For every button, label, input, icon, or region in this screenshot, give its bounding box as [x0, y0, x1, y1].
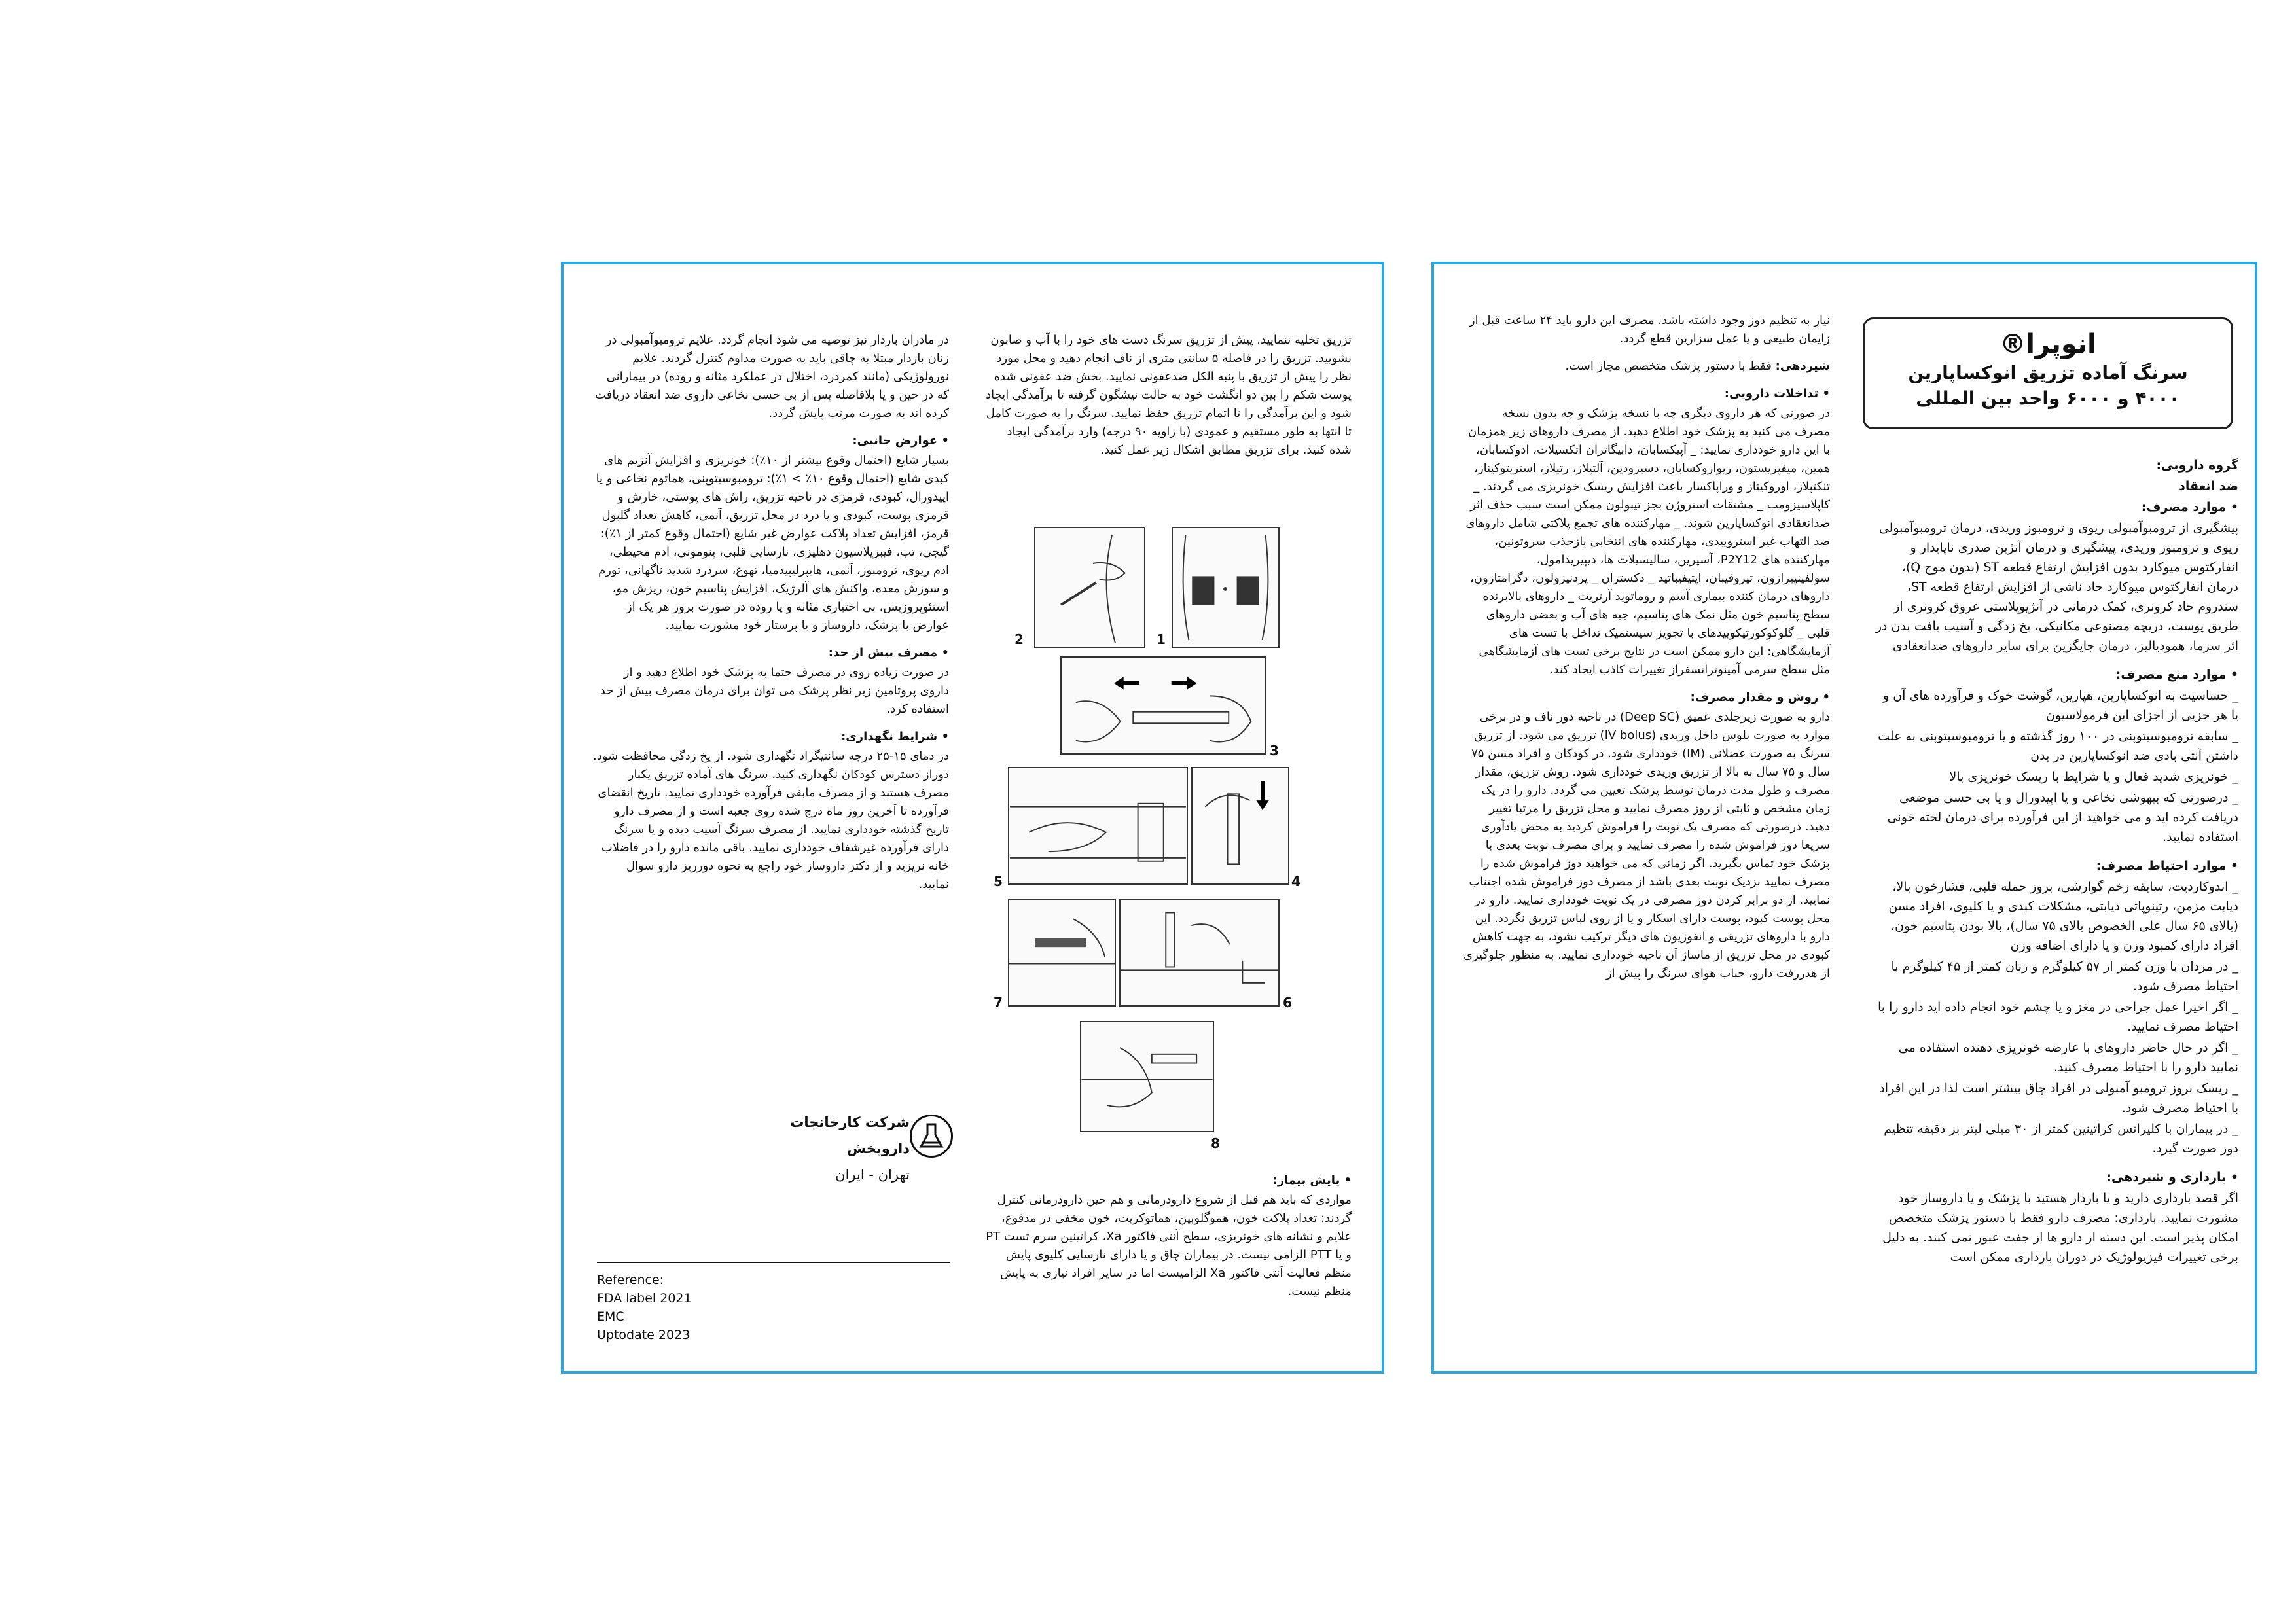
- figure-number: 4: [1291, 874, 1300, 889]
- product-title: انوپرا®: [2000, 329, 2096, 359]
- figure-2: [1034, 527, 1145, 648]
- reference-line: Uptodate 2023: [597, 1328, 691, 1342]
- drug-group-label: گروه دارویی:: [2156, 458, 2238, 473]
- figure-number: 5: [994, 874, 1003, 889]
- column-1: [1872, 455, 2238, 1268]
- monitoring-heading: • پایش بیمار:: [985, 1171, 1352, 1190]
- indications-text: پیشگیری از ترومبوآمبولی ریوی و ترومبوز وریدی، درمان ترومبوآمبولی ریوی و ترومبوز وریدی، پیشگیری و درمان آنژین صدری ناپایدار و انفارکتوس میوکارد بدون افزایش ارتفاع قطعه ST (بدون موج Q)، درمان انفارکتوس میوکارد حاد ناشی از افزایش ارتفاع قطعه ST، سندروم حاد کرونری، کمک درمانی در آنژیوپلاستی عروق کرونری از طریق پوست، دریچه مصنوعی مکانیکی، یخ زدگی و آسیب بافت بدن در اثر سرما، همودیالیز، درمان جایگزین برای سایر داروهای ضدانعقادی: [1875, 521, 2238, 653]
- company-location: تهران - ایران: [835, 1167, 910, 1183]
- contraindication-item: _ حساسیت به انوکساپارین، هپارین، گوشت خوک و فرآورده های آن و یا هر جزیی از اجزای این فرمولاسیون: [1883, 688, 2238, 722]
- caution-item: _ ریسک بروز ترومبو آمبولی در افراد چاق بیشتر است لذا در این افراد با احتیاط مصرف شود.: [1879, 1081, 2238, 1115]
- route-heading: • روش و مقدار مصرف:: [1463, 688, 1830, 707]
- figure-7: [1008, 899, 1116, 1007]
- indications-heading: • موارد مصرف:: [1872, 497, 2238, 517]
- lactation-label: شیردهی:: [1775, 359, 1830, 373]
- pregnancy-heading: • بارداری و شیردهی:: [1872, 1168, 2238, 1187]
- column-2: [1463, 312, 1830, 984]
- interactions-heading: • تداخلات دارویی:: [1463, 385, 1830, 403]
- product-title-box: [1863, 317, 2233, 429]
- storage-text: در دمای ۱۵-۲۵ درجه سانتیگراد نگهداری شود. از یخ زدگی محافظت شود. دوراز دسترس کودکان نگهداری کنید. سرنگ های آماده تزریق یکبار مصرف هستند و از مصرف مابقی فرآورده خودداری نمایید. تاریخ انقضای فرآورده تا آخرین روز ماه درج شده روی جعبه است و از مصرف دارو تاریخ گذشته خودداری نمایید. از مصرف سرنگ آسیب دیده و یا سرنگ دارای فرآورده غیرشفاف خودداری نمایید. باقی مانده دارو را در فاضلاب خانه نریزید و از دکتر داروساز خود راجع به نحوه دورریز دارو سوال نمایید.: [593, 749, 949, 891]
- product-subtitle: سرنگ آماده تزریق انوکساپارین: [1908, 362, 2188, 383]
- reference-line: FDA label 2021: [597, 1291, 692, 1306]
- lactation-text: فقط با دستور پزشک متخصص مجاز است.: [1565, 359, 1772, 373]
- figure-6: [1119, 899, 1280, 1007]
- company-info: [726, 1109, 910, 1188]
- injection-instructions-text: تزریق تخلیه ننمایید. پیش از تزریق سرنگ دست های خود را با آب و صابون بشویید. تزریق را در فاصله ۵ سانتی متری از ناف انجام دهید و محل مورد نظر را پیش از تزریق با پنبه الکل ضدعفونی نمایید. بخش ضد عفونی شده پوست شکم را بین دو انگشت خود به حالت نیشگون گرفته تا برآمدگی ایجاد شود و این برآمدگی را تا اتمام تزریق حفظ نمایید. سرنگ را به صورت کامل تا انتها به طور مستقیم و عمودی (با زاویه ۹۰ درجه) وارد برآمدگی ایجاد شده کنید. برای تزریق مطابق اشکال زیر عمل کنید.: [986, 333, 1352, 457]
- figure-number: 7: [994, 995, 1003, 1010]
- contraindication-item: _ خونریزی شدید فعال و یا شرایط با ریسک خونریزی بالا: [1949, 770, 2238, 784]
- product-dosage: ۴۰۰۰ و ۶۰۰۰ واحد بین المللی: [1916, 387, 2180, 409]
- contraindication-item: _ درصورتی که بیهوشی نخاعی و یا اپیدورال و یا بی حسی موضعی دریافت کرده اید و می خواهید از این فرآورده برای درمان لخته خونی استفاده نمایید.: [1887, 791, 2238, 844]
- caution-item: _ اندوکاردیت، سابقه زخم گوارشی، بروز حمله قلبی، فشارخون بالا، دیابت مزمن، رتینوپاتی دیابتی، مشکلات کبدی و یا کلیوی، افراد مسن (بالای ۶۵ سال علی الخصوص بالای ۷۵ سال)، بالا بودن پتاسیم خون، افراد دارای کمبود وزن و یا دارای اضافه وزن: [1888, 880, 2238, 953]
- reference-line: Reference:: [597, 1273, 664, 1287]
- figure-5: [1008, 767, 1188, 885]
- figure-number: 2: [1014, 632, 1024, 647]
- figure-4: [1191, 767, 1289, 885]
- figure-number: 8: [1211, 1135, 1220, 1151]
- company-logo-icon: [910, 1115, 953, 1158]
- caution-item: _ اگر در حال حاضر داروهای با عارضه خونریزی دهنده استفاده می نمایید دارو را با احتیاط مصرف کنید.: [1898, 1041, 2238, 1075]
- side-effects-text: بسیار شایع (احتمال وقوع بیشتر از ۱۰٪): خونریزی و افزایش آنزیم های کبدی شایع (احتمال وقوع ۱۰٪ > ۱٪): ترومبوسیتوپنی، هماتوم نخاعی و یا اپیدورال، کبودی، قرمزی در ناحیه تزریق، راش های پوستی، خارش و قرمزی پوست، کبودی و یا درد در محل تزریق، آنمی، کاهش تعداد گلبول قرمز، افزایش تعداد پلاکت عوارض غیر شایع (احتمال وقوع کمتر از ۱٪): گیجی، تب، فیبریلاسیون دهلیزی، نارسایی قلبی، پنومونی، ادم محیطی، ادم ریوی، ترومبوز، آنمی، هایپرلیپیدمیا، تهوع، سردرد شدید ناگهانی، تورم و سوزش معده، واکنش های آلرژیک، افزایش پتاسیم خون، ریزش مو، استئوپروزیس، بی اختیاری مثانه و یا روده در صورت بروز هر یک از عوارض با پزشک، داروساز و یا پرستار خود مشورت نمایید.: [596, 454, 949, 632]
- figure-number: 6: [1283, 995, 1292, 1010]
- pregnancy-text: اگر قصد بارداری دارید و یا باردار هستید با پزشک و یا داروساز خود مشورت نمایید. بارداری: مصرف دارو فقط با دستور پزشک متخصص امکان پذیر است. این دسته از دارو ها از جفت عبور نمی کنند. به دلیل برخی تغییرات فیزیولوژیک در دوران بارداری ممکن است: [1882, 1191, 2238, 1264]
- caution-item: _ اگر اخیرا عمل جراحی در مغز و یا چشم خود انجام داده اید دارو را با احتیاط مصرف نمایید.: [1877, 1000, 2238, 1034]
- side-effects-heading: • عوارض جانبی:: [592, 432, 949, 450]
- company-name: شرکت کارخانجات داروپخش: [790, 1115, 910, 1156]
- neuro-monitoring-text: در مادران باردار نیز توصیه می شود انجام گردد. علایم ترومبوآمبولی در زنان باردار مبتلا به چاقی باید به صورت مداوم کنترل گردند. علایم نورولوژیکی (مانند کمردرد، اختلال در عملکرد مثانه و روده) در بیمارانی که در حین و یا بلافاصله پس از بی حسی نخاعی داروی ضد انعقاد دریافت کرده اند به صورت مرتب پایش گردد.: [595, 333, 949, 420]
- contraindications-heading: • موارد منع مصرف:: [1872, 665, 2238, 685]
- pregnancy-continued-text: نیاز به تنظیم دوز وجود داشته باشد. مصرف این دارو باید ۲۴ ساعت قبل از زایمان طبیعی و یا عمل سزارین قطع گردد.: [1469, 313, 1830, 346]
- interactions-text: در صورتی که هر داروی دیگری چه با نسخه پزشک و چه بدون نسخه مصرف می کنید به پزشک خود اطلاع دهید. از مصرف داروهای زیر همزمان با این دارو خودداری نمایید: _ آپیکسابان، دابیگاتران اتکسیلات، ادوکسابان، همین، میفپریستون، ریواروکسابان، دسیرودین، آلتپلاز، رتپلاز، استرپتوکیناز، تنکتپلاز، اوروکیناز و وراپاکسار باعث افزایش ریسک خونریزی می گردند. _ کاپلاسیزومب _ مشتقات استروژن بجز تیبولون ممکن است سبب حذف اثر ضدانعقادی انوکساپارین شوند. _ مهارکننده های تجمع پلاکتی شامل داروهای ضد التهاب غیر استروییدی، مهارکننده های انتخابی بازجذب سروتونین، مهارکننده های P2Y12، آسپرین، سالیسیلات ها، دیپیریدامول، سولفینپیرازون، تیروفیبان، اپتیفیباتید _ دکستران _ پردنیزولون، دگزامتازون، داروهای درمان کننده بیماری آسم و روماتوید آرتریت _ داروهای بالابرنده سطح پتاسیم خون مثل نمک های پتاسیم، جبه های آب و بعضی داروهای قلبی _ گلوکوکورتیکوییدهای با تجویز سیستمیک تداخل با تست های آزمایشگاهی: این دارو ممکن است در نتایج برخی تست های آزمایشگاهی مثل سطح سرمی آمینوترانسفراز تغییرات کاذب ایجاد کند.: [1465, 406, 1830, 677]
- overdose-heading: • مصرف بیش از حد:: [592, 644, 949, 662]
- injection-figures: [994, 527, 1300, 1188]
- figure-1: [1172, 527, 1280, 648]
- drug-group-value: ضد انعقاد: [2179, 479, 2238, 493]
- column-4: [592, 331, 949, 895]
- reference-divider: [597, 1262, 950, 1263]
- references: [597, 1262, 950, 1344]
- caution-item: _ در مردان با وزن کمتر از ۵۷ کیلوگرم و زنان کمتر از ۴۵ کیلوگرم با احتیاط مصرف شود.: [1891, 959, 2238, 993]
- monitoring-text: مواردی که باید هم قبل از شروع دارودرمانی و هم حین دارودرمانی کنترل گردند: تعداد پلاکت خون، هموگلوبین، هماتوکریت، خون مخفی در مدفوع، علایم و نشانه های خونریزی، سطح آنتی فاکتور Xa، کراتینین سرم تست PT و یا PTT الزامی نیست. در بیماران چاق و یا دارای نارسایی کلیوی پایش منظم فعالیت آنتی فاکتور Xa الزامیست اما در سایر افراد نیازی به پایش منظم نیست.: [986, 1193, 1352, 1298]
- figure-3: [1060, 656, 1266, 755]
- figure-8: [1080, 1021, 1214, 1132]
- figure-number: 3: [1270, 743, 1279, 758]
- storage-heading: • شرایط نگهداری:: [592, 728, 949, 746]
- contraindication-item: _ سابقه ترومبوسیتوپنی در ۱۰۰ روز گذشته و یا ترومبوسیتوپنی به علت داشتن آنتی بادی ضد انوکساپارین در بدن: [1878, 729, 2238, 763]
- column-3: [985, 331, 1352, 461]
- column-3-bottom: [985, 1171, 1352, 1302]
- figure-number: 1: [1157, 632, 1166, 647]
- cautions-heading: • موارد احتیاط مصرف:: [1872, 856, 2238, 876]
- route-text: دارو به صورت زیرجلدی عمیق (Deep SC) در ناحیه دور ناف و در برخی موارد به صورت بلوس داخل وریدی (IV bolus) تزریق می شود. از تزریق سرنگ به صورت عضلانی (IM) خودداری شود. در کودکان و افراد مسن ۷۵ سال و ۷۵ سال به بالا از تزریق وریدی خودداری شود. روش تزریق، مقدار مصرف و طول مدت درمان توسط پزشک تعیین می گردد. دارو را در یک زمان مشخص و ثابتی از روز مصرف نمایید و محل تزریق را مرتبا تغییر دهید. درصورتی که مصرف یک نوبت را فراموش کردید به محض یادآوری سریعا دوز فراموش شده را مصرف نمایید و برای مصرف نوبت بعدی با پزشک خود تماس بگیرید. اگر زمانی که می خواهید دوز فراموش شده را مصرف نمایید نزدیک نوبت بعدی باشد از مصرف دوز فراموش شده اجتناب نمایید. از دو برابر کردن دوز مصرفی در یک نوبت خودداری نمایید. دارو در محل پوست کبود، پوست دارای اسکار و یا از روی لباس تزریق نگردد. این دارو با داروهای تزریقی و انفوزیون های دیگر ترکیب نشود، به جهت کاهش کبودی در محل تزریق از ماساژ آن ناحیه خودداری نمایید. به منظور جلوگیری از هدررفت دارو، حباب هوای سرنگ را پیش از: [1463, 710, 1830, 980]
- caution-item: _ در بیماران با کلیرانس کراتینین کمتر از ۳۰ میلی لیتر بر دقیقه تنظیم دوز صورت گیرد.: [1884, 1122, 2238, 1156]
- overdose-text: در صورت زیاده روی در مصرف حتما به پزشک خود اطلاع دهید و از داروی پروتامین زیر نظر پزشک می توان برای درمان مصرف بیش از حد استفاده کرد.: [600, 666, 949, 716]
- reference-line: EMC: [597, 1310, 624, 1324]
